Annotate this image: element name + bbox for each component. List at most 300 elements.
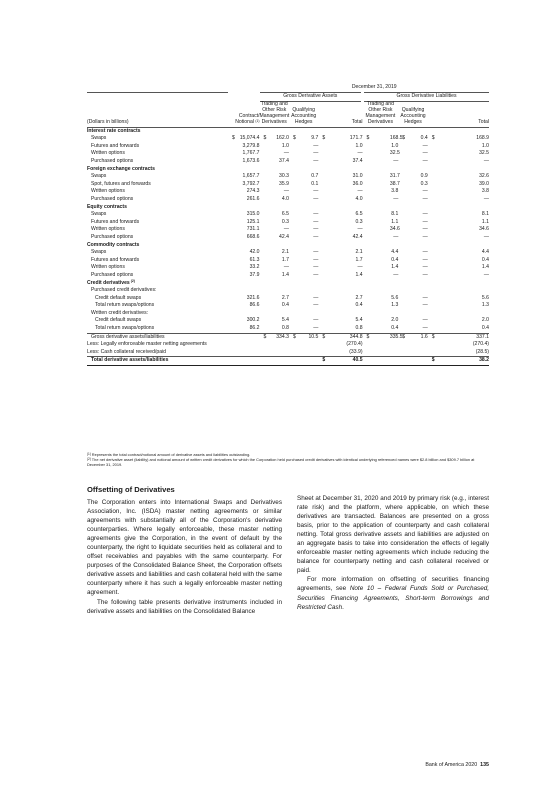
- dollar-sign: [228, 272, 236, 280]
- table-row: [87, 204, 489, 212]
- assets-total-value: 1.7: [355, 256, 363, 263]
- dollar-sign: [398, 249, 419, 257]
- liabilities-trading-value: 1.4: [391, 264, 399, 271]
- dollar-sign: $: [231, 135, 235, 142]
- dollar-sign: [398, 211, 419, 219]
- liabilities-trading-value: 4.4: [391, 249, 399, 256]
- table-column-header-row: [87, 102, 489, 128]
- dollar-sign: [228, 173, 236, 181]
- assets-trading-value: —: [283, 188, 289, 195]
- liabilities-trading-value: 335.5: [389, 333, 403, 340]
- assets-total-value: —: [357, 150, 363, 157]
- assets-trading-value: 1.7: [281, 256, 289, 263]
- note-reference: Note 10 – Federal Funds Sold or Purchased, Securities Financing Agreements, Short-term Borrowings and Restricted Cash: [297, 585, 490, 611]
- dollar-sign: [398, 341, 419, 349]
- table-body: [87, 127, 489, 365]
- table-row: [87, 295, 489, 303]
- row-label: Swaps: [91, 135, 107, 142]
- dollar-sign: $: [292, 333, 296, 340]
- table-row: [87, 280, 489, 288]
- dollar-sign: [363, 181, 390, 189]
- table-row: [87, 257, 489, 265]
- dollar-sign: [260, 317, 268, 325]
- notional-value: 668.6: [246, 233, 260, 240]
- liabilities-total-value: 337.1: [476, 333, 489, 340]
- liabilities-hedges-value: —: [422, 271, 428, 278]
- dollar-sign: [363, 150, 390, 158]
- footer-label: Bank of America 2020: [425, 762, 478, 768]
- section-heading: Offsetting of Derivatives: [87, 485, 175, 494]
- liabilities-total-value: 38.2: [449, 357, 489, 366]
- assets-hedges-value: —: [313, 188, 319, 195]
- dollar-sign: [260, 158, 268, 166]
- table-row: [87, 166, 489, 174]
- notional-value: [236, 333, 259, 341]
- dollar-sign: [318, 272, 326, 280]
- liabilities-trading-value: 8.1: [391, 211, 399, 218]
- liabilities-hedges-value: —: [422, 233, 428, 240]
- dollar-sign: [318, 264, 326, 272]
- table-row: [87, 317, 489, 325]
- dollar-sign: [260, 325, 268, 333]
- dollar-sign: [363, 272, 390, 280]
- dollar-sign: [398, 196, 419, 204]
- liabilities-total-value: (28.5): [449, 349, 489, 357]
- assets-total-value: 5.4: [355, 317, 363, 324]
- liabilities-total-value: 3.8: [481, 188, 489, 195]
- assets-hedges-value: 10.5: [308, 333, 319, 340]
- dollar-sign: [398, 226, 419, 234]
- liabilities-total-value: 5.6: [481, 294, 489, 301]
- row-label: Credit default swaps: [95, 294, 142, 301]
- dollar-sign: [318, 295, 326, 303]
- liabilities-trading-value: —: [393, 158, 399, 164]
- table-cell: [228, 310, 489, 318]
- assets-hedges-value: —: [313, 271, 319, 278]
- dollar-sign: [228, 333, 236, 341]
- dollar-sign: [363, 325, 390, 333]
- assets-total-value: 0.4: [355, 302, 363, 309]
- table-row: [87, 264, 489, 272]
- dollar-sign: [398, 143, 419, 151]
- dollar-sign: [363, 302, 390, 310]
- dollar-sign: $: [366, 135, 370, 142]
- dollar-sign: [318, 219, 326, 227]
- dollar-sign: [363, 226, 390, 234]
- dollar-sign: $: [431, 333, 435, 340]
- dollar-sign: [289, 143, 297, 151]
- dollar-sign: [228, 249, 236, 257]
- dollar-sign: [363, 211, 390, 219]
- liabilities-total-value: 8.1: [481, 211, 489, 218]
- dollar-sign: [363, 257, 390, 265]
- table-row: [87, 302, 489, 310]
- liabilities-total-value: 1.4: [481, 264, 489, 271]
- liabilities-total-value: 39.0: [479, 180, 489, 187]
- dollar-sign: [318, 150, 326, 158]
- notional-value: 1,673.6: [242, 158, 260, 164]
- paragraph: The Corporation enters into International Swaps and Derivatives Association, Inc. (ISDA) master netting agreements or similar agreements with substantially all of the Corporation's derivative counterparties. Where legally enforceable, these master netting agreements give the Corporation, in the event of default by the counterparty, the right to liquidate securities held as collateral and to offset receivables and payables with the same counterparty. For purposes of the Consolidated Balance Sheet, the Corporation offsets derivative assets and liabilities and cash collateral held with the same counterparty where it has such a legally enforceable master netting agreement.: [87, 499, 282, 597]
- dollar-sign: [289, 272, 297, 280]
- notional-value: 3,279.8: [242, 142, 260, 149]
- liabilities-hedges-value: [419, 357, 427, 366]
- dollar-sign: [228, 349, 236, 357]
- dollar-sign: [363, 249, 390, 257]
- dollar-sign: [318, 158, 326, 166]
- dollar-sign: [228, 226, 236, 234]
- assets-total-value: 42.4: [352, 233, 363, 240]
- assets-trading-value: 42.4: [279, 233, 289, 240]
- assets-total-value: 36.0: [352, 180, 363, 187]
- table-row: [87, 158, 489, 166]
- liabilities-total-value: 168.9: [476, 135, 489, 142]
- notional-value: 61.3: [249, 256, 260, 263]
- dollar-sign: $: [263, 333, 267, 340]
- notional-value: 300.2: [246, 317, 260, 324]
- table-row: [87, 287, 489, 295]
- table-row: [87, 127, 489, 135]
- dollar-sign: [260, 357, 268, 366]
- table-row: [87, 234, 489, 242]
- dollar-sign: [228, 196, 236, 204]
- assets-hedges-value: —: [313, 302, 319, 309]
- row-label: Less: Cash collateral received/paid: [87, 349, 228, 357]
- assets-hedges-value: 0.1: [311, 180, 319, 187]
- table-row: [87, 150, 489, 158]
- dollar-sign: [289, 349, 297, 357]
- dollar-sign: [260, 349, 268, 357]
- assets-total-value: 37.4: [352, 158, 363, 164]
- notional-value: 315.0: [246, 211, 260, 218]
- assets-total-value: 344.8: [349, 333, 363, 340]
- paragraph: Sheet at December 31, 2020 and 2019 by primary risk (e.g., interest rate risk) and the platform, where applicable, on which these derivatives are transacted. Balances are presented on a gross basis, prior to the application of counterparty and cash collateral netting. Total gross derivative assets and liabilities are adjusted on an aggregate basis to take into consideration the effects of legally enforceable master netting agreements which include reducing the balance for counterparty netting and cash collateral received or paid.: [297, 495, 489, 575]
- assets-total-value: 2.7: [355, 294, 363, 301]
- table-date-header-row: [87, 84, 489, 93]
- dollar-sign: $: [292, 135, 296, 142]
- dollar-sign: [318, 317, 326, 325]
- liabilities-trading-value: —: [393, 271, 399, 278]
- table-row: [87, 219, 489, 227]
- assets-hedges-value: 9.7: [311, 135, 319, 142]
- footnote: $^{(2)}$ The net derivative asset (liability) and notional amount of written credit derivatives for which the Corporation held purchased credit derivatives with identical underlying referenced names were $2.8 billion and $309.7 billion at December 31, 2019.: [87, 457, 475, 467]
- dollar-sign: [428, 349, 449, 357]
- assets-hedges-value: —: [313, 218, 319, 225]
- liabilities-total-header: Total: [428, 102, 489, 128]
- dollar-sign: [318, 226, 326, 234]
- dollar-sign: [228, 158, 236, 166]
- liabilities-trading-value: 1.1: [391, 218, 399, 225]
- assets-hedges-value: —: [313, 264, 319, 271]
- dollar-sign: [398, 219, 419, 227]
- row-label: Less: Legally enforceable master netting agreements: [87, 341, 207, 348]
- dollar-sign: [428, 150, 449, 158]
- dollar-sign: [228, 219, 236, 227]
- liabilities-hedges-value: [419, 349, 427, 357]
- notional-value: 86.6: [249, 302, 260, 309]
- assets-trading-value: 2.7: [281, 294, 289, 301]
- assets-hedges-value: —: [313, 211, 319, 218]
- liabilities-hedges-header: Qualifying Accounting Hedges: [398, 102, 427, 128]
- dollar-sign: [289, 226, 297, 234]
- assets-total-value: (270.4): [346, 341, 363, 348]
- dollar-sign: [289, 150, 297, 158]
- row-label: Swaps: [91, 249, 107, 256]
- row-label: Purchased options: [91, 233, 134, 240]
- dollar-sign: [260, 150, 268, 158]
- liabilities-trading-value: [390, 349, 398, 357]
- dollar-sign: $: [322, 333, 326, 340]
- notional-value: 261.6: [246, 195, 260, 202]
- row-label: Equity contracts: [87, 203, 127, 210]
- liabilities-trading-value: —: [393, 233, 399, 240]
- table-row: [87, 310, 489, 318]
- dollar-sign: [363, 188, 390, 196]
- dollar-sign: [398, 257, 419, 265]
- row-label: Gross derivative assets/liabilities: [91, 333, 165, 340]
- dollar-sign: [318, 211, 326, 219]
- dollar-sign: [289, 341, 297, 349]
- dollar-sign: [428, 234, 449, 242]
- assets-total-value: —: [357, 188, 363, 195]
- assets-total-value: 0.3: [355, 218, 363, 225]
- notional-value: 33.2: [249, 264, 260, 271]
- row-label: Total return swaps/options: [87, 325, 228, 333]
- dollar-sign: [260, 234, 268, 242]
- dollar-sign: [398, 188, 419, 196]
- liabilities-trading-value: 5.6: [391, 294, 399, 301]
- notional-value: [236, 349, 259, 357]
- dollar-sign: [428, 226, 449, 234]
- table-group-header-row: [87, 93, 489, 102]
- row-label: Swaps: [91, 173, 107, 180]
- liabilities-hedges-value: 0.3: [420, 180, 428, 187]
- dollar-sign: [260, 173, 268, 181]
- liabilities-total-value: 0.4: [481, 256, 489, 263]
- dollar-sign: [318, 349, 326, 357]
- dollar-sign: [428, 295, 449, 303]
- dollar-sign: [428, 219, 449, 227]
- dollar-sign: [428, 249, 449, 257]
- row-label: Written options: [91, 226, 125, 233]
- dollar-sign: [363, 173, 390, 181]
- text-column-right: [297, 494, 489, 612]
- liabilities-hedges-value: 0.9: [420, 173, 428, 180]
- liabilities-total-value: —: [483, 195, 489, 202]
- page-footer: [392, 762, 489, 769]
- liabilities-total-value: 0.4: [449, 325, 489, 333]
- dollar-sign: [289, 264, 297, 272]
- dollar-sign: [428, 143, 449, 151]
- dollar-sign: [260, 181, 268, 189]
- dollar-sign: [428, 341, 449, 349]
- liabilities-trading-value: 2.0: [391, 317, 399, 324]
- paragraph: The following table presents derivative instruments included in derivative assets and liabilities on the Consolidated Balance: [87, 598, 282, 615]
- table-row: [87, 325, 489, 333]
- table-row: [87, 181, 489, 189]
- assets-hedges-value: —: [313, 195, 319, 202]
- liabilities-trading-header: Trading and Other Risk Management Derivatives: [363, 102, 399, 128]
- page-number: 135: [480, 762, 489, 768]
- row-label: Written options: [91, 150, 125, 157]
- row-label: Purchased options: [91, 271, 134, 278]
- liabilities-trading-value: [390, 341, 398, 349]
- dollar-sign: [428, 196, 449, 204]
- dollar-sign: [260, 257, 268, 265]
- table-row: [87, 173, 489, 181]
- dollar-sign: [289, 249, 297, 257]
- dollar-sign: [260, 249, 268, 257]
- text-column-left: [87, 485, 282, 616]
- dollar-sign: $: [428, 357, 449, 366]
- table-row: [87, 357, 489, 366]
- dollar-sign: [318, 325, 326, 333]
- dollar-sign: [289, 257, 297, 265]
- units-label: (Dollars in billions): [87, 102, 228, 128]
- liabilities-hedges-value: —: [419, 325, 427, 333]
- dollar-sign: [398, 264, 419, 272]
- dollar-sign: [363, 349, 390, 357]
- assets-trading-value: —: [283, 264, 289, 271]
- dollar-sign: [289, 196, 297, 204]
- assets-total-value: 1.4: [355, 271, 363, 278]
- liabilities-total-value: 1.1: [481, 218, 489, 225]
- row-label: Purchased options: [91, 158, 134, 164]
- dollar-sign: $: [318, 357, 326, 366]
- liabilities-total-value: 2.0: [481, 317, 489, 324]
- row-label: Purchased credit derivatives:: [91, 287, 157, 294]
- assets-total-value: 1.0: [355, 142, 363, 149]
- liabilities-total-value: —: [483, 233, 489, 240]
- assets-trading-value: 37.4: [279, 158, 289, 164]
- dollar-sign: [398, 317, 419, 325]
- row-label: Spot, futures and forwards: [91, 180, 151, 187]
- dollar-sign: [260, 196, 268, 204]
- notional-value: 321.6: [246, 294, 260, 301]
- notional-value: [236, 357, 259, 366]
- table-cell: [228, 287, 489, 295]
- assets-trading-value: —: [283, 226, 289, 233]
- dollar-sign: [228, 150, 236, 158]
- dollar-sign: $: [263, 135, 267, 142]
- dollar-sign: [228, 357, 236, 366]
- table-cell: [228, 127, 489, 135]
- table-row: [87, 188, 489, 196]
- dollar-sign: [428, 158, 449, 166]
- dollar-sign: [428, 188, 449, 196]
- dollar-sign: [228, 211, 236, 219]
- dollar-sign: [398, 325, 419, 333]
- dollar-sign: [228, 317, 236, 325]
- assets-trading-value: 5.4: [281, 317, 289, 324]
- liabilities-trading-value: 0.4: [390, 325, 398, 333]
- assets-hedges-value: —: [313, 249, 319, 256]
- assets-total-value: —: [357, 264, 363, 271]
- liabilities-total-value: 1.3: [481, 302, 489, 309]
- dollar-sign: $: [431, 135, 435, 142]
- liabilities-hedges-value: —: [422, 158, 428, 164]
- dollar-sign: [363, 264, 390, 272]
- notional-value: 274.3: [246, 188, 260, 195]
- dollar-sign: [363, 143, 390, 151]
- notional-value: 125.1: [246, 218, 260, 225]
- paragraph: For more information on offsetting of securities financing agreements, see Note 10 – Federal Funds Sold or Purchased, Securities Financing Agreements, Short-term Borrowings and Restricted Cash.: [297, 576, 490, 611]
- dollar-sign: [398, 173, 419, 181]
- assets-total-value: 0.8: [327, 325, 363, 333]
- dollar-sign: [289, 357, 297, 366]
- dollar-sign: [398, 295, 419, 303]
- dollar-sign: [398, 234, 419, 242]
- assets-trading-value: 334.3: [276, 333, 289, 340]
- dollar-sign: [318, 181, 326, 189]
- dollar-sign: [318, 302, 326, 310]
- assets-hedges-value: —: [313, 256, 319, 263]
- assets-trading-value: 2.1: [281, 249, 289, 256]
- dollar-sign: [398, 357, 419, 366]
- assets-total-value: —: [357, 226, 363, 233]
- dollar-sign: [363, 295, 390, 303]
- liabilities-total-value: 4.4: [481, 249, 489, 256]
- dollar-sign: [428, 302, 449, 310]
- liabilities-hedges-value: —: [422, 249, 428, 256]
- assets-hedges-value: —: [313, 150, 319, 157]
- assets-hedges-header: Qualifying Accounting Hedges: [289, 102, 318, 128]
- dollar-sign: [228, 302, 236, 310]
- liabilities-trading-value: 32.5: [389, 150, 400, 157]
- dollar-sign: [260, 264, 268, 272]
- table-row: [87, 349, 489, 357]
- gross-assets-header: Gross Derivative Assets: [260, 93, 363, 102]
- assets-hedges-value: —: [313, 317, 319, 324]
- assets-trading-value: 162.0: [276, 135, 289, 142]
- dollar-sign: [228, 234, 236, 242]
- assets-hedges-value: [297, 349, 318, 357]
- assets-total-value: 171.7: [349, 135, 363, 142]
- liabilities-trading-value: —: [393, 195, 399, 202]
- table-row: [87, 143, 489, 151]
- row-label: Futures and forwards: [91, 142, 140, 149]
- dollar-sign: [363, 317, 390, 325]
- dollar-sign: [428, 181, 449, 189]
- row-label: Written options: [91, 264, 125, 271]
- notional-value: 3,792.7: [242, 180, 260, 187]
- liabilities-total-value: —: [483, 158, 489, 164]
- liabilities-total-value: 32.5: [479, 150, 489, 157]
- dollar-sign: [363, 234, 390, 242]
- dollar-sign: [428, 264, 449, 272]
- dollar-sign: [260, 188, 268, 196]
- liabilities-hedges-value: —: [422, 302, 428, 309]
- table-row: [87, 249, 489, 257]
- assets-hedges-value: [297, 357, 318, 366]
- dollar-sign: [363, 341, 390, 349]
- liabilities-trading-value: 0.4: [391, 256, 399, 263]
- dollar-sign: [260, 302, 268, 310]
- assets-hedges-value: —: [313, 226, 319, 233]
- dollar-sign: [260, 219, 268, 227]
- dollar-sign: [289, 302, 297, 310]
- dollar-sign: $: [402, 135, 406, 142]
- dollar-sign: [398, 302, 419, 310]
- liabilities-trading-value: 1.0: [391, 142, 399, 149]
- liabilities-hedges-value: —: [422, 317, 428, 324]
- table-row: [87, 242, 489, 250]
- row-label: Total return swaps/options: [95, 302, 155, 309]
- dollar-sign: [289, 158, 297, 166]
- liabilities-trading-value: 38.7: [389, 180, 400, 187]
- notional-header: Contract/ Notional $^{(1)}$: [228, 102, 260, 128]
- liabilities-trading-value: 1.3: [391, 302, 399, 309]
- notional-value: 1,657.7: [242, 173, 260, 180]
